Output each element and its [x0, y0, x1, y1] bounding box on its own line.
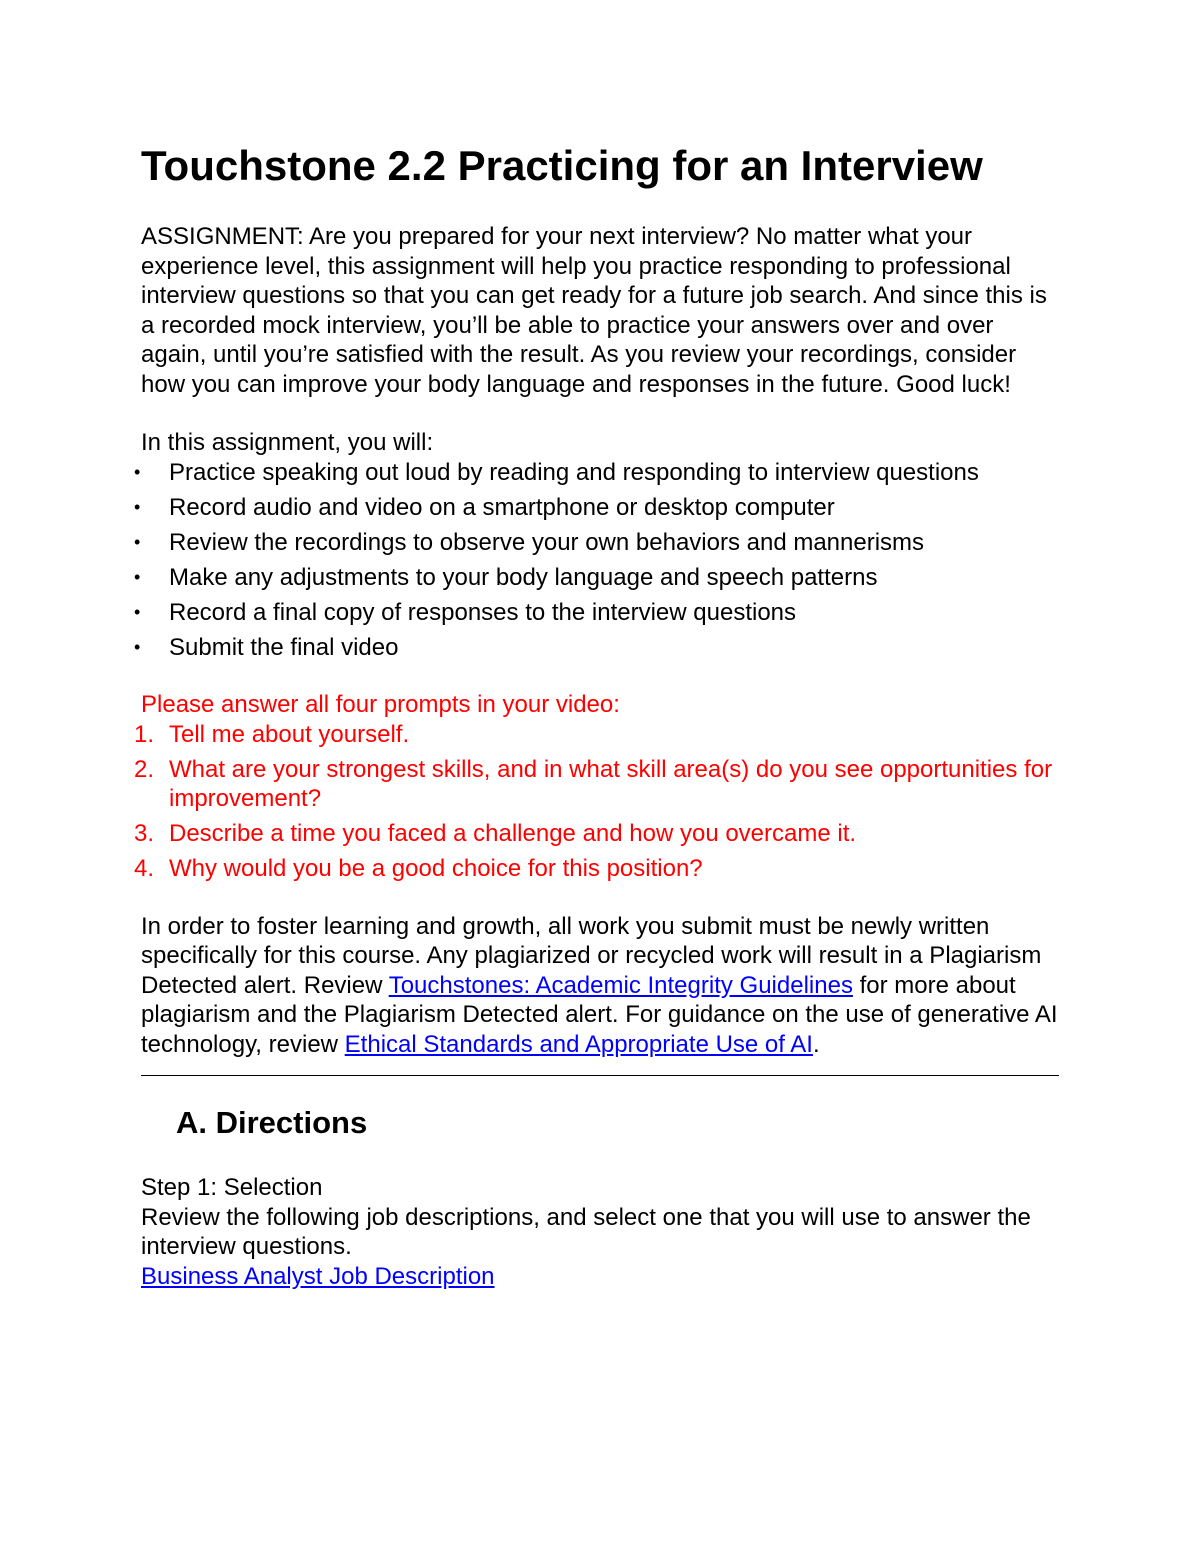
bullet-icon: • — [134, 601, 141, 622]
bullet-icon: • — [134, 636, 141, 657]
business-analyst-job-link[interactable]: Business Analyst Job Description — [141, 1262, 495, 1290]
prompts-heading: Please answer all four prompts in your video: — [141, 691, 620, 718]
prompt-text: What are your strongest skills, and in what skill area(s) do you see opportunities for improvement? — [169, 755, 1053, 812]
list-item-text: Make any adjustments to your body language and speech patterns — [169, 563, 878, 591]
list-item-text: Review the recordings to observe your own behaviors and mannerisms — [169, 528, 925, 556]
prompt-number: 3. — [134, 820, 155, 847]
list-item — [134, 458, 1061, 488]
bullet-icon: • — [134, 461, 141, 482]
list-item-text: Record audio and video on a smartphone or desktop computer — [169, 493, 835, 521]
integrity-text-part2: for more about plagiarism and the Plagiarism Detected alert. For guidance on the use of generative AI technology, review — [141, 971, 1058, 1058]
ethical-ai-link[interactable]: Ethical Standards and Appropriate Use of AI — [344, 1030, 813, 1058]
integrity-text-part1: In order to foster learning and growth, all work you submit must be newly written specifically for this course. Any plagiarized or recycled work will result in a Plagiarism Detected alert. Review — [141, 912, 1042, 999]
prompt-number: 4. — [134, 855, 155, 882]
assignment-intro: In this assignment, you will: — [141, 429, 434, 456]
prompt-text: Tell me about yourself. — [169, 720, 410, 748]
prompts-list — [134, 720, 1061, 884]
prompt-item — [134, 755, 1061, 814]
directions-heading: A. Directions — [176, 1105, 368, 1140]
step-1-title: Step 1: Selection — [141, 1174, 323, 1201]
integrity-paragraph — [141, 912, 1061, 1060]
document-page — [134, 140, 1061, 1291]
list-item — [134, 598, 1061, 628]
assignment-tasks-list — [134, 458, 1061, 663]
page-title: Touchstone 2.2 Practicing for an Interview — [141, 142, 983, 189]
prompts-section — [134, 690, 1061, 884]
list-item-text: Practice speaking out loud by reading and responding to interview questions — [169, 458, 979, 486]
list-item-text: Record a final copy of responses to the interview questions — [169, 598, 797, 626]
integrity-text-part3: . — [812, 1030, 820, 1058]
prompt-text: Why would you be a good choice for this position? — [169, 855, 703, 882]
bullet-icon: • — [134, 566, 141, 587]
prompt-item — [134, 854, 1061, 884]
step-1-text: Review the following job descriptions, and select one that you will use to answer the interview questions. — [141, 1203, 1031, 1260]
step-1-section — [141, 1173, 1061, 1291]
prompt-text: Describe a time you faced a challenge and how you overcame it. — [169, 820, 857, 847]
prompt-item — [134, 819, 1061, 849]
prompt-number: 1. — [134, 720, 155, 748]
prompt-number: 2. — [134, 755, 155, 783]
assignment-paragraph: ASSIGNMENT: Are you prepared for your next interview? No matter what your experience level, this assignment will help you practice responding to professional interview questions so that you can get ready for a future job search. And since this is a recorded mock interview, you’ll be able to practice your answers over and over again, until you’re satisfied with the result. As you review your recordings, consider how you can improve your body language and responses in the future. Good luck! — [141, 223, 1047, 398]
list-item — [134, 633, 1061, 663]
bullet-icon: • — [134, 531, 141, 552]
list-item — [134, 563, 1061, 593]
list-item — [134, 493, 1061, 523]
prompt-item — [134, 720, 1061, 750]
academic-integrity-link[interactable]: Touchstones: Academic Integrity Guidelines — [388, 971, 853, 999]
horizontal-divider — [141, 1075, 1059, 1076]
list-item-text: Submit the final video — [169, 633, 399, 661]
bullet-icon: • — [134, 496, 141, 517]
document-body — [134, 222, 1061, 1291]
list-item — [134, 528, 1061, 558]
step-1-link-line — [141, 1262, 1061, 1292]
